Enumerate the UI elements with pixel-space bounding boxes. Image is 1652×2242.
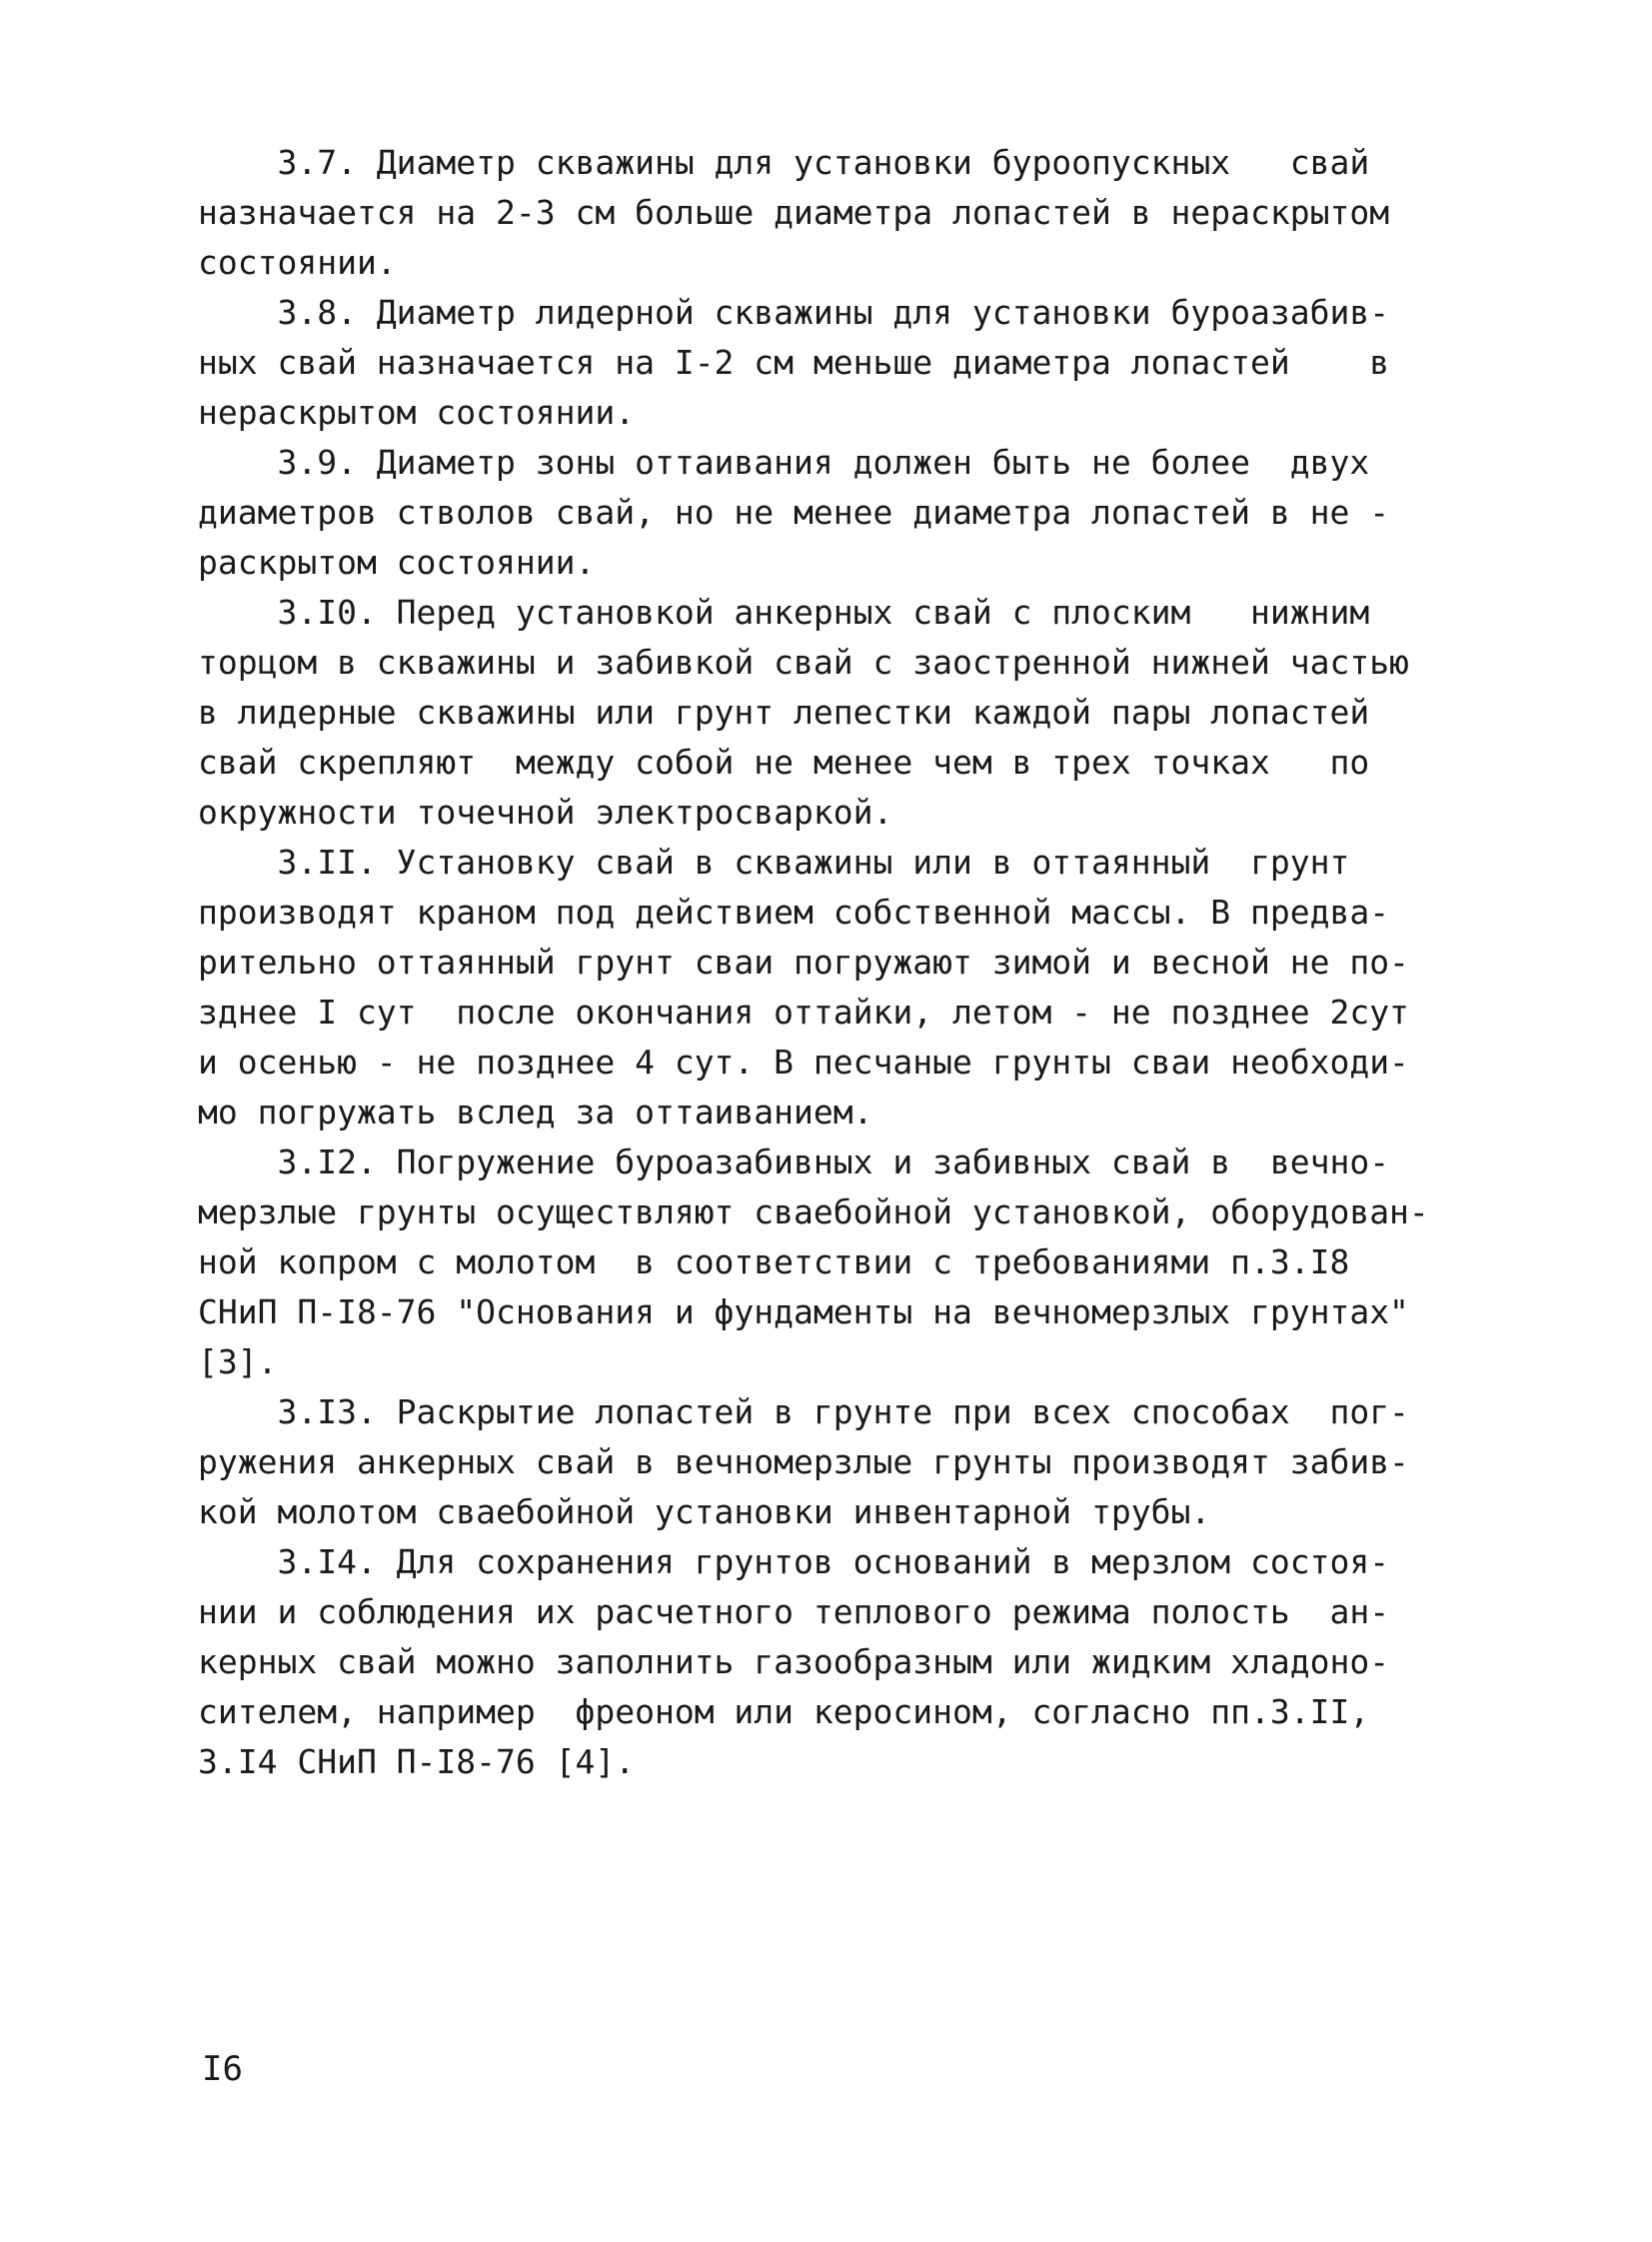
body-text [198, 138, 1457, 1787]
paragraph-3-7 [198, 138, 1457, 288]
text-line: 3.I4. Для сохранения грунтов оснований в мерзлом состоя- [198, 1542, 1390, 1581]
text-line: ружения анкерных свай в вечномерзлые грунты производят забив- [198, 1442, 1409, 1481]
text-line: 3.9. Диаметр зоны оттаивания должен быть не более двух [198, 443, 1370, 482]
paragraph-3-10 [198, 588, 1457, 838]
paragraph-3-14 [198, 1537, 1457, 1787]
text-line: 3.8. Диаметр лидерной скважины для установки буроазабив- [198, 293, 1390, 332]
paragraph-3-8 [198, 288, 1457, 438]
text-line: рительно оттаянный грунт сваи погружают зимой и весной не по- [198, 943, 1409, 982]
text-line: СНиП П-I8-76 "Основания и фундаменты на вечномерзлых грунтах" [198, 1292, 1409, 1331]
text-line: 3.I4 СНиП П-I8-76 [4]. [198, 1742, 636, 1781]
paragraph-3-11 [198, 838, 1457, 1137]
text-line: мо погружать вслед за оттаиванием. [198, 1093, 873, 1131]
text-line: нии и соблюдения их расчетного теплового режима полость ан- [198, 1592, 1390, 1631]
text-line: производят краном под действием собственной массы. В предва- [198, 893, 1390, 932]
text-line: в лидерные скважины или грунт лепестки каждой пары лопастей [198, 693, 1370, 732]
text-line: окружности точечной электросваркой. [198, 793, 893, 832]
text-line: свай скрепляют между собой не менее чем в трех точках по [198, 743, 1370, 782]
text-line: раскрытом состоянии. [198, 543, 596, 582]
text-line: 3.7. Диаметр скважины для установки буроопускных свай [198, 143, 1370, 182]
text-line: 3.I3. Раскрытие лопастей в грунте при всех способах пог- [198, 1392, 1409, 1431]
paragraph-3-9 [198, 438, 1457, 588]
text-line: [3]. [198, 1342, 278, 1381]
text-line: назначается на 2-3 см больше диаметра лопастей в нераскрытом [198, 193, 1390, 232]
text-line: кой молотом сваебойной установки инвентарной трубы. [198, 1492, 1211, 1531]
text-line: торцом в скважины и забивкой свай с заостренной нижней частью [198, 643, 1409, 682]
text-line: нераскрытом состоянии. [198, 393, 636, 432]
text-line: диаметров стволов свай, но не менее диаметра лопастей в не - [198, 493, 1390, 532]
text-line: 3.I2. Погружение буроазабивных и забивных свай в вечно- [198, 1142, 1390, 1181]
text-line: мерзлые грунты осуществляют сваебойной установкой, оборудован- [198, 1192, 1429, 1231]
paragraph-3-12 [198, 1137, 1457, 1387]
paragraph-3-13 [198, 1387, 1457, 1537]
text-line: ной копром с молотом в соответствии с требованиями п.3.I8 [198, 1242, 1350, 1281]
text-line: керных свай можно заполнить газообразным или жидким хладоно- [198, 1642, 1390, 1681]
text-line: состоянии. [198, 243, 397, 282]
text-line: и осенью - не позднее 4 сут. В песчаные грунты сваи необходи- [198, 1043, 1409, 1082]
page-number: I6 [202, 2049, 243, 2089]
text-line: ных свай назначается на I-2 см меньше диаметра лопастей в [198, 343, 1390, 382]
text-line: зднее I сут после окончания оттайки, летом - не позднее 2сут [198, 993, 1409, 1032]
text-line: сителем, например фреоном или керосином, согласно пп.3.II, [198, 1692, 1370, 1731]
text-line: 3.II. Установку свай в скважины или в оттаянный грунт [198, 843, 1350, 882]
text-line: 3.I0. Перед установкой анкерных свай с плоским нижним [198, 593, 1370, 632]
